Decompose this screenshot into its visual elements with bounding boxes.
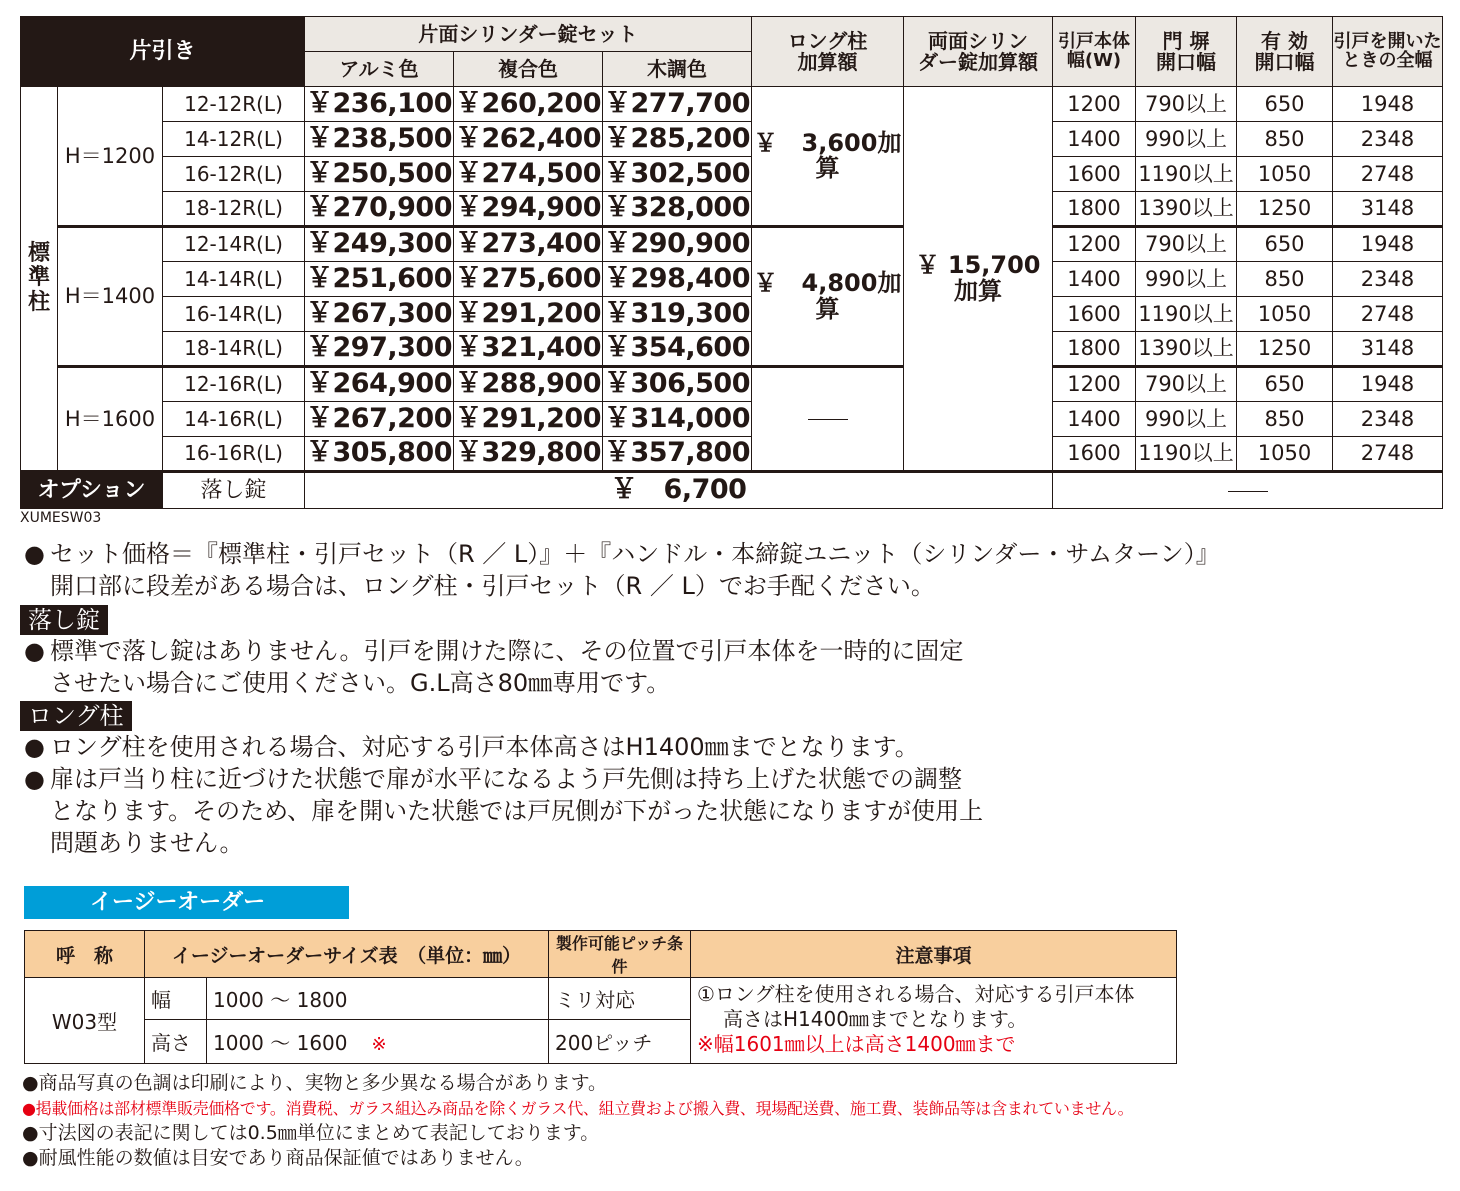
effective-opening: 1050	[1237, 297, 1333, 332]
price-composite: ￥262,400	[454, 122, 603, 157]
set-price-note	[24, 538, 1220, 602]
eo-header-notes: 注意事項	[691, 931, 1177, 978]
price-composite: ￥288,900	[454, 367, 603, 402]
option-item: 落し錠	[163, 472, 305, 509]
effective-opening: 1050	[1237, 437, 1333, 472]
eo-header-size: イージーオーダーサイズ表 （単位：㎜）	[145, 931, 549, 978]
eo-height-cell	[207, 1020, 549, 1064]
effective-opening: 650	[1237, 367, 1333, 402]
price-aluminum: ￥305,800	[305, 437, 454, 472]
easy-order-table	[24, 930, 1177, 1064]
door-width: 1600	[1053, 157, 1136, 192]
door-width: 1600	[1053, 437, 1136, 472]
price-aluminum: ￥297,300	[305, 332, 454, 367]
effective-opening: 650	[1237, 227, 1333, 262]
full-width: 2748	[1333, 297, 1443, 332]
header-gate-opening: 門 塀 開口幅	[1136, 17, 1237, 87]
price-composite: ￥294,900	[454, 192, 603, 227]
full-width: 3148	[1333, 192, 1443, 227]
eo-header-pitch: 製作可能ピッチ条件	[549, 931, 691, 978]
gate-opening: 1390以上	[1136, 192, 1237, 227]
header-aluminum: アルミ色	[305, 52, 454, 87]
model-code: 18-12R(L)	[163, 192, 305, 227]
effective-opening: 850	[1237, 262, 1333, 297]
door-width: 1200	[1053, 367, 1136, 402]
long-note-line-2: 扉は戸当り柱に近づけた状態で扉が水平になるよう戸先側は持ち上げた状態での調整	[50, 765, 962, 793]
footer-note-4: ●耐風性能の数値は目安であり商品保証値ではありません。	[22, 1147, 534, 1169]
drop-lock-tag: 落し錠	[20, 605, 108, 635]
price-woodgrain: ￥298,400	[603, 262, 752, 297]
price-aluminum: ￥236,100	[305, 87, 454, 122]
effective-opening: 850	[1237, 122, 1333, 157]
price-woodgrain: ￥319,300	[603, 297, 752, 332]
table-row	[21, 122, 1443, 157]
footer-note-2: ●掲載価格は部材標準販売価格です。消費税、ガラス組込み商品を除くガラス代、組立費および搬入費、現場配送費、施工費、装飾品等は含まれていません。	[22, 1099, 1134, 1118]
header-double-cylinder: 両面シリン ダー錠加算額	[904, 17, 1053, 87]
door-width: 1800	[1053, 332, 1136, 367]
height-label: H＝1400	[58, 227, 163, 367]
table-row	[21, 402, 1443, 437]
price-woodgrain: ￥328,000	[603, 192, 752, 227]
eo-width-range: 1000 ～ 1800	[207, 978, 549, 1020]
effective-opening: 850	[1237, 402, 1333, 437]
model-code: 16-12R(L)	[163, 157, 305, 192]
price-aluminum: ￥251,600	[305, 262, 454, 297]
price-aluminum: ￥270,900	[305, 192, 454, 227]
option-price: ￥ 6,700	[305, 472, 1053, 509]
eo-height-pitch: 200ピッチ	[549, 1020, 691, 1064]
eo-width-pitch: ミリ対応	[549, 978, 691, 1020]
full-width: 2348	[1333, 122, 1443, 157]
price-composite: ￥291,200	[454, 297, 603, 332]
model-code: 12-14R(L)	[163, 227, 305, 262]
price-aluminum: ￥250,500	[305, 157, 454, 192]
gate-opening: 1190以上	[1136, 297, 1237, 332]
effective-opening: 1250	[1237, 332, 1333, 367]
header-composite: 複合色	[454, 52, 603, 87]
header-cylinder-set: 片面シリンダー錠セット	[305, 17, 752, 52]
effective-opening: 1050	[1237, 157, 1333, 192]
table-row	[21, 192, 1443, 227]
header-full-width: 引戸を開いた ときの全幅	[1333, 17, 1443, 87]
table-row	[21, 437, 1443, 472]
full-width: 1948	[1333, 227, 1443, 262]
price-woodgrain: ￥357,800	[603, 437, 752, 472]
price-aluminum: ￥249,300	[305, 227, 454, 262]
gate-opening: 990以上	[1136, 402, 1237, 437]
eo-note-1b: 高さはH1400㎜までとなります。	[723, 1007, 1028, 1031]
long-note-line-1: ロング柱を使用される場合、対応する引戸本体高さはH1400㎜までとなります。	[50, 733, 919, 761]
gate-opening: 790以上	[1136, 367, 1237, 402]
door-width: 1800	[1053, 192, 1136, 227]
gate-opening: 790以上	[1136, 227, 1237, 262]
table-row	[21, 262, 1443, 297]
price-aluminum: ￥264,900	[305, 367, 454, 402]
door-width: 1400	[1053, 402, 1136, 437]
drop-note-line-1: 標準で落し錠はありません。引戸を開けた際に、その位置で引戸本体を一時的に固定	[50, 637, 964, 665]
price-aluminum: ￥238,500	[305, 122, 454, 157]
price-woodgrain: ￥277,700	[603, 87, 752, 122]
eo-note-1a: ①ロング柱を使用される場合、対応する引戸本体	[697, 982, 1135, 1006]
model-code: 14-14R(L)	[163, 262, 305, 297]
height-label: H＝1200	[58, 87, 163, 227]
double-cylinder-add: ￥ 15,700加算	[904, 87, 1053, 472]
long-pillar-add	[752, 367, 904, 472]
table-row	[21, 367, 1443, 402]
eo-width-label: 幅	[145, 978, 207, 1020]
long-note-line-3: となります。そのため、扉を開いた状態では戸尻側が下がった状態になりますが使用上	[50, 797, 984, 825]
price-composite: ￥274,500	[454, 157, 603, 192]
effective-opening: 1250	[1237, 192, 1333, 227]
gate-opening: 1190以上	[1136, 437, 1237, 472]
full-width: 2348	[1333, 402, 1443, 437]
gate-opening: 990以上	[1136, 122, 1237, 157]
full-width: 2348	[1333, 262, 1443, 297]
price-woodgrain: ￥290,900	[603, 227, 752, 262]
door-width: 1400	[1053, 262, 1136, 297]
table-row	[21, 87, 1443, 122]
model-code: 12-16R(L)	[163, 367, 305, 402]
door-width: 1200	[1053, 227, 1136, 262]
gate-opening: 1190以上	[1136, 157, 1237, 192]
dash	[1228, 491, 1268, 492]
eo-notes	[691, 978, 1177, 1064]
header-effective-opening: 有 効 開口幅	[1237, 17, 1333, 87]
long-pillar-note: ● ロング柱を使用される場合、対応する引戸本体高さはH1400㎜までとなります。 ● 扉は戸当り柱に近づけた状態で扉が水平になるよう戸先側は持ち上げた状態での調整 となります。そのため、扉を開いた状態では戸尻側が下がった状態になりますが使用上 問題ありません。	[24, 733, 984, 857]
footer-note-3: ●寸法図の表記に関しては0.5㎜単位にまとめて表記しております。	[22, 1122, 600, 1144]
drop-lock-note: ● 標準で落し錠はありません。引戸を開けた際に、その位置で引戸本体を一時的に固定 させたい場合にご使用ください。G.L高さ80㎜専用です。	[24, 637, 964, 697]
easy-order-banner	[24, 886, 349, 919]
table-row	[21, 157, 1443, 192]
standard-pillar-label: 標 準 柱	[21, 87, 58, 472]
eo-header-name: 呼 称	[25, 931, 145, 978]
option-row	[21, 472, 1443, 509]
eo-height-mark: ※	[371, 1034, 387, 1055]
full-width: 1948	[1333, 87, 1443, 122]
door-width: 1600	[1053, 297, 1136, 332]
set-note-line-2: 開口部に段差がある場合は、ロング柱・引戸セット（R ／ L）でお手配ください。	[50, 572, 935, 600]
full-width: 2748	[1333, 157, 1443, 192]
table-title: 片引き	[21, 17, 305, 87]
long-pillar-add: ￥ 3,600加算	[752, 87, 904, 227]
price-table	[20, 16, 1443, 509]
model-code: 16-16R(L)	[163, 437, 305, 472]
eo-model: W03型	[25, 978, 145, 1064]
price-composite: ￥273,400	[454, 227, 603, 262]
easy-order-title: イージーオーダー	[90, 890, 266, 915]
height-label: H＝1600	[58, 367, 163, 472]
table-row	[21, 332, 1443, 367]
long-pillar-tag: ロング柱	[20, 701, 132, 731]
price-composite: ￥321,400	[454, 332, 603, 367]
price-woodgrain: ￥285,200	[603, 122, 752, 157]
model-code: 14-12R(L)	[163, 122, 305, 157]
model-code: 14-16R(L)	[163, 402, 305, 437]
price-woodgrain: ￥306,500	[603, 367, 752, 402]
gate-opening: 1390以上	[1136, 332, 1237, 367]
set-note-line-1: セット価格＝『標準柱・引戸セット（R ／ L）』＋『ハンドル・本締錠ユニット（シリンダー・サムターン）』	[50, 540, 1220, 568]
header-door-width: 引戸本体 幅(W)	[1053, 17, 1136, 87]
door-width: 1200	[1053, 87, 1136, 122]
long-pillar-add: ￥ 4,800加算	[752, 227, 904, 367]
bullet: ●	[24, 540, 45, 568]
product-code-label: XUMESW03	[20, 510, 102, 526]
price-woodgrain: ￥314,000	[603, 402, 752, 437]
door-width: 1400	[1053, 122, 1136, 157]
price-aluminum: ￥267,200	[305, 402, 454, 437]
full-width: 3148	[1333, 332, 1443, 367]
model-code: 12-12R(L)	[163, 87, 305, 122]
option-empty	[1053, 472, 1443, 509]
option-label: オプション	[21, 472, 163, 509]
gate-opening: 790以上	[1136, 87, 1237, 122]
model-code: 16-14R(L)	[163, 297, 305, 332]
gate-opening: 990以上	[1136, 262, 1237, 297]
model-code: 18-14R(L)	[163, 332, 305, 367]
price-composite: ￥291,200	[454, 402, 603, 437]
header-woodgrain: 木調色	[603, 52, 752, 87]
full-width: 2748	[1333, 437, 1443, 472]
dash	[808, 419, 848, 420]
price-woodgrain: ￥302,500	[603, 157, 752, 192]
table-row	[21, 227, 1443, 262]
price-composite: ￥260,200	[454, 87, 603, 122]
eo-height-label: 高さ	[145, 1020, 207, 1064]
price-woodgrain: ￥354,600	[603, 332, 752, 367]
price-composite: ￥329,800	[454, 437, 603, 472]
full-width: 1948	[1333, 367, 1443, 402]
price-composite: ￥275,600	[454, 262, 603, 297]
footer-note-1: ●商品写真の色調は印刷により、実物と多少異なる場合があります。	[22, 1072, 608, 1094]
price-aluminum: ￥267,300	[305, 297, 454, 332]
effective-opening: 650	[1237, 87, 1333, 122]
eo-note-2: ※幅1601㎜以上は高さ1400㎜まで	[697, 1032, 1016, 1056]
header-long-pillar: ロング柱 加算額	[752, 17, 904, 87]
table-row	[21, 297, 1443, 332]
drop-note-line-2: させたい場合にご使用ください。G.L高さ80㎜専用です。	[50, 669, 671, 697]
long-note-line-4: 問題ありません。	[50, 829, 244, 857]
eo-height-range: 1000 ～ 1600	[213, 1031, 348, 1055]
